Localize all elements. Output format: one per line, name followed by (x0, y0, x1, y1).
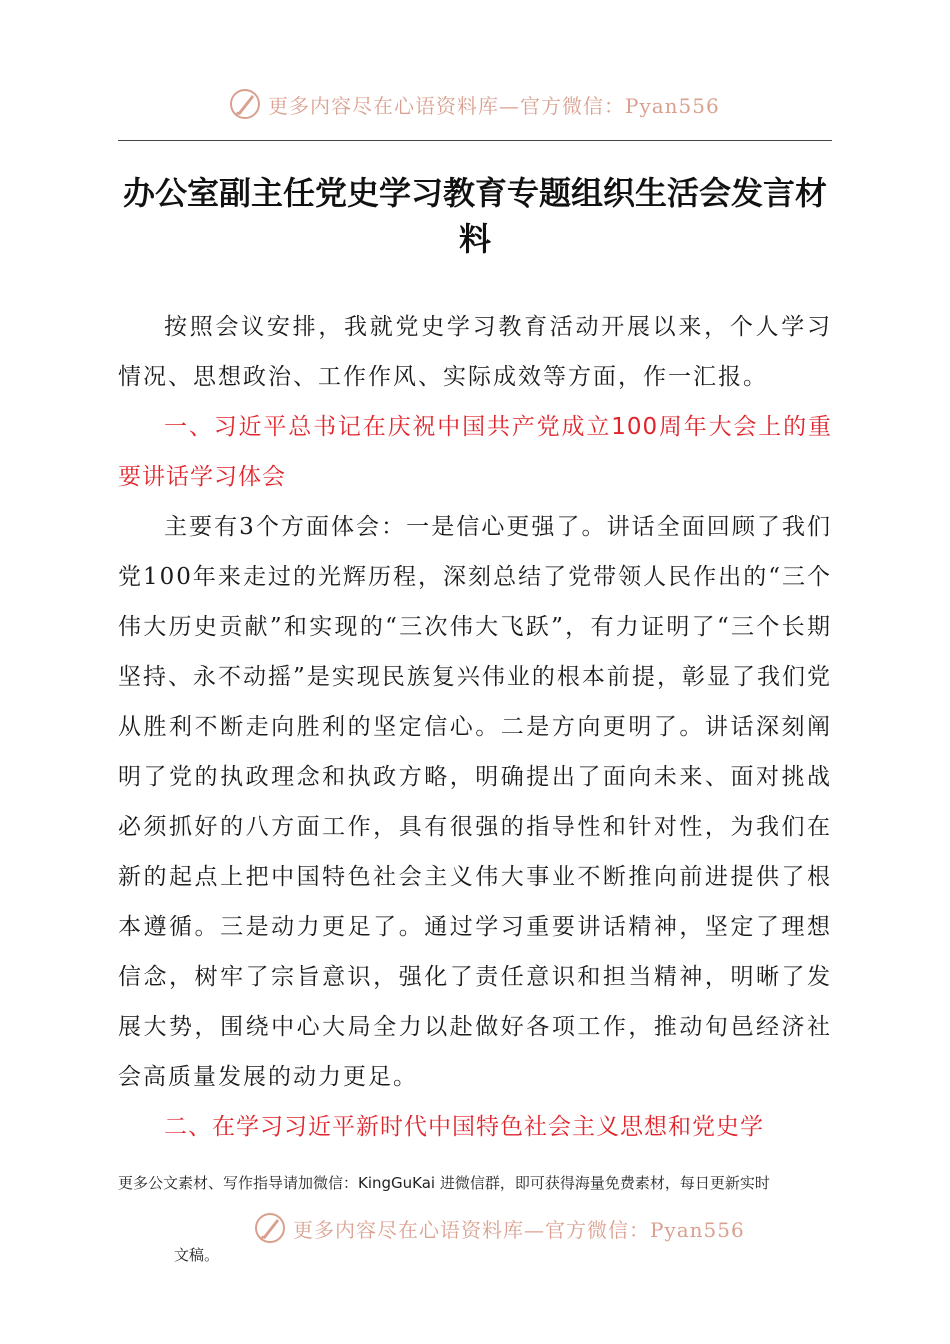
watermark-text: 更多内容尽在心语资料库—官方微信：Pyan556 (293, 1217, 745, 1242)
watermark-text: 更多内容尽在心语资料库—官方微信：Pyan556 (268, 93, 720, 118)
body-paragraph-1: 主要有3个方面体会：一是信心更强了。讲话全面回顾了我们党100年来走过的光辉历程，深刻总结了党带领人民作出的“三个伟大历史贡献”和实现的“三次伟大飞跃”，有力证明了“三个长期坚持、永不动摇”是实现民族复兴伟业的根本前提，彰显了我们党从胜利不断走向胜利的坚定信心。二是方向更明了。讲话深刻阐明了党的执政理念和执政方略，明确提出了面向未来、面对挑战必须抓好的八方面工作，具有很强的指导性和针对性，为我们在新的起点上把中国特色社会主义伟大事业不断推向前进提供了根本遵循。三是动力更足了。通过学习重要讲话精神，坚定了理想信念，树牢了宗旨意识，强化了责任意识和担当精神，明晰了发展大势，围绕中心大局全力以赴做好各项工作，推动旬邑经济社会高质量发展的动力更足。 (118, 514, 832, 1090)
section-heading-2: 二、在学习习近平新时代中国特色社会主义思想和党史学 (164, 1114, 764, 1140)
header-rule (118, 140, 832, 141)
intro-paragraph: 按照会议安排，我就党史学习教育活动开展以来，个人学习情况、思想政治、工作作风、实际成效等方面，作一汇报。 (118, 314, 832, 390)
quill-pen-icon (253, 1211, 287, 1245)
footer-note-end: 文稿。 (174, 1246, 220, 1264)
document-title: 办公室副主任党史学习教育专题组织生活会发言材料 (122, 174, 827, 258)
footer-note: 更多公文素材、写作指导请加微信：KingGuKai 进微信群，即可获得海量免费素材，每日更新实时 (118, 1174, 770, 1192)
document-body (118, 302, 832, 1152)
section-heading-1: 一、习近平总书记在庆祝中国共产党成立100周年大会上的重要讲话学习体会 (118, 414, 832, 490)
header-watermark (228, 86, 720, 122)
footer-watermark (253, 1210, 745, 1246)
quill-pen-icon (228, 87, 262, 121)
